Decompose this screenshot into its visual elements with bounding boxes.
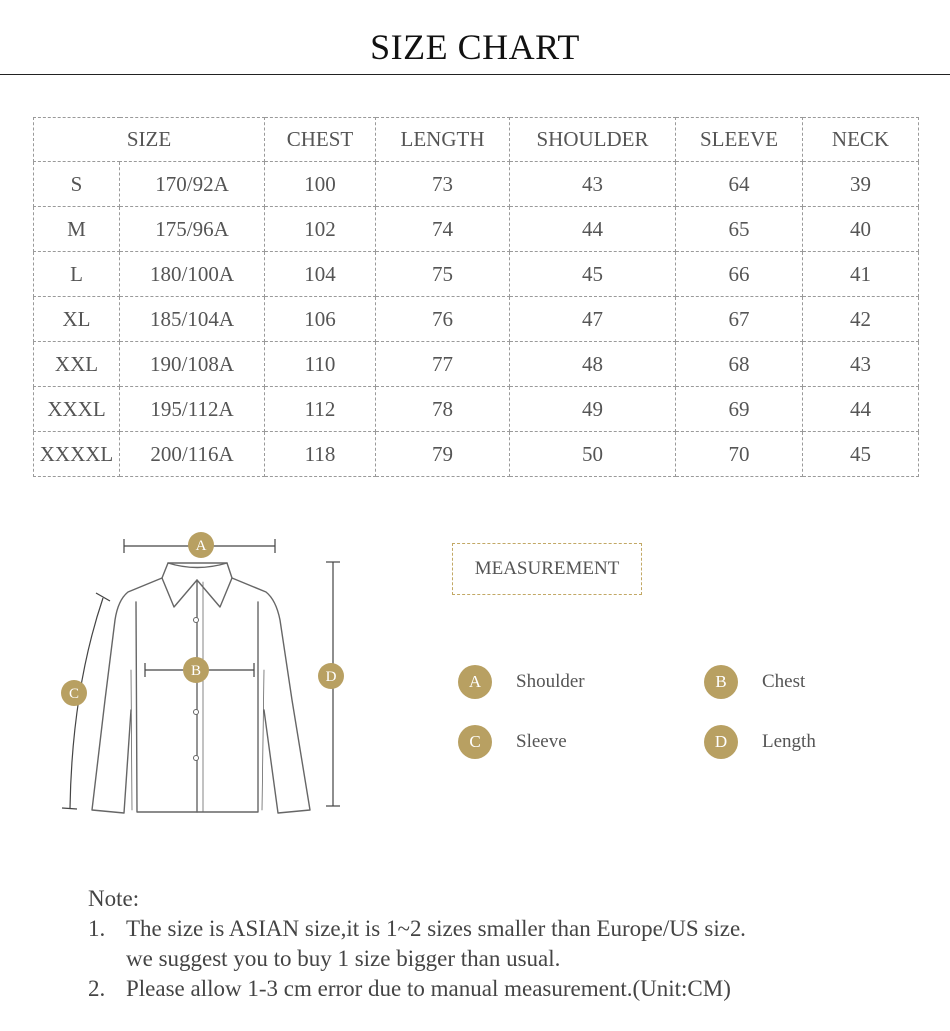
legend-badge-b: B: [704, 665, 738, 699]
cell-neck: 42: [803, 297, 919, 342]
cell-length: 79: [376, 432, 510, 477]
header-size: SIZE: [34, 118, 265, 162]
cell-length: 76: [376, 297, 510, 342]
notes-heading: Note:: [88, 886, 140, 911]
note-item: [88, 974, 918, 1004]
note-number: 1.: [88, 916, 106, 941]
cell-sleeve: 64: [676, 162, 803, 207]
legend-item-length: [704, 725, 816, 759]
cell-chest: 110: [265, 342, 376, 387]
cell-length: 78: [376, 387, 510, 432]
cell-shoulder: 43: [510, 162, 676, 207]
cell-size: XL: [34, 297, 120, 342]
cell-code: 190/108A: [120, 342, 265, 387]
marker-b: [183, 657, 209, 683]
cell-neck: 41: [803, 252, 919, 297]
cell-sleeve: 68: [676, 342, 803, 387]
marker-a: [188, 532, 214, 558]
cell-chest: 112: [265, 387, 376, 432]
button-dots-icon: [194, 618, 199, 761]
cell-length: 75: [376, 252, 510, 297]
cell-length: 77: [376, 342, 510, 387]
legend-item-sleeve: [458, 725, 567, 759]
cell-size: S: [34, 162, 120, 207]
cell-sleeve: 69: [676, 387, 803, 432]
cell-chest: 100: [265, 162, 376, 207]
table-row: [34, 162, 919, 207]
legend-badge-a: A: [458, 665, 492, 699]
cell-size: XXXXL: [34, 432, 120, 477]
marker-c: [61, 680, 87, 706]
table-row: [34, 342, 919, 387]
note-text-continued: we suggest you to buy 1 size bigger than usual.: [126, 946, 561, 971]
cell-chest: 106: [265, 297, 376, 342]
measurement-title-box: MEASUREMENT: [452, 543, 642, 595]
cell-code: 180/100A: [120, 252, 265, 297]
cell-code: 195/112A: [120, 387, 265, 432]
note-text: The size is ASIAN size,it is 1~2 sizes smaller than Europe/US size.: [126, 916, 746, 941]
cell-length: 73: [376, 162, 510, 207]
title-divider: [0, 74, 950, 75]
header-length: LENGTH: [376, 118, 510, 162]
shirt-measurement-diagram: [0, 520, 360, 830]
cell-size: L: [34, 252, 120, 297]
header-sleeve: SLEEVE: [676, 118, 803, 162]
header-chest: CHEST: [265, 118, 376, 162]
table-header-row: [34, 118, 919, 162]
cell-chest: 104: [265, 252, 376, 297]
cell-shoulder: 48: [510, 342, 676, 387]
header-neck: NECK: [803, 118, 919, 162]
table-row: [34, 207, 919, 252]
cell-sleeve: 70: [676, 432, 803, 477]
cell-chest: 102: [265, 207, 376, 252]
cell-shoulder: 49: [510, 387, 676, 432]
legend-badge-d: D: [704, 725, 738, 759]
cell-length: 74: [376, 207, 510, 252]
table-row: [34, 387, 919, 432]
legend-label-chest: Chest: [762, 671, 806, 692]
cell-shoulder: 44: [510, 207, 676, 252]
note-number: 2.: [88, 976, 106, 1001]
table-row: [34, 252, 919, 297]
marker-c-label: C: [68, 686, 80, 702]
cell-neck: 44: [803, 387, 919, 432]
notes-section: [88, 884, 918, 1004]
cell-shoulder: 47: [510, 297, 676, 342]
cell-neck: 39: [803, 162, 919, 207]
cell-code: 175/96A: [120, 207, 265, 252]
cell-sleeve: 65: [676, 207, 803, 252]
table-row: [34, 432, 919, 477]
cell-neck: 40: [803, 207, 919, 252]
legend-label-shoulder: Shoulder: [516, 671, 585, 692]
cell-sleeve: 67: [676, 297, 803, 342]
marker-d: [318, 663, 344, 689]
legend-label-length: Length: [762, 731, 816, 752]
legend-item-chest: [704, 665, 805, 699]
cell-shoulder: 45: [510, 252, 676, 297]
legend-badge-c: C: [458, 725, 492, 759]
legend-label-sleeve: Sleeve: [516, 731, 567, 752]
table-row: [34, 297, 919, 342]
cell-neck: 45: [803, 432, 919, 477]
header-shoulder: SHOULDER: [510, 118, 676, 162]
page-title: SIZE CHART: [370, 27, 580, 67]
marker-a-label: A: [195, 538, 207, 554]
legend-item-shoulder: [458, 665, 585, 699]
marker-d-label: D: [325, 669, 337, 685]
marker-b-label: B: [190, 663, 202, 679]
note-item: [88, 914, 918, 944]
cell-size: XXL: [34, 342, 120, 387]
cell-neck: 43: [803, 342, 919, 387]
cell-code: 200/116A: [120, 432, 265, 477]
cell-code: 170/92A: [120, 162, 265, 207]
cell-shoulder: 50: [510, 432, 676, 477]
cell-size: XXXL: [34, 387, 120, 432]
shirt-outline-icon: [92, 563, 310, 813]
cell-code: 185/104A: [120, 297, 265, 342]
cell-size: M: [34, 207, 120, 252]
note-text: Please allow 1-3 cm error due to manual measurement.(Unit:CM): [126, 976, 731, 1001]
cell-chest: 118: [265, 432, 376, 477]
size-chart-table: [33, 117, 919, 477]
cell-sleeve: 66: [676, 252, 803, 297]
